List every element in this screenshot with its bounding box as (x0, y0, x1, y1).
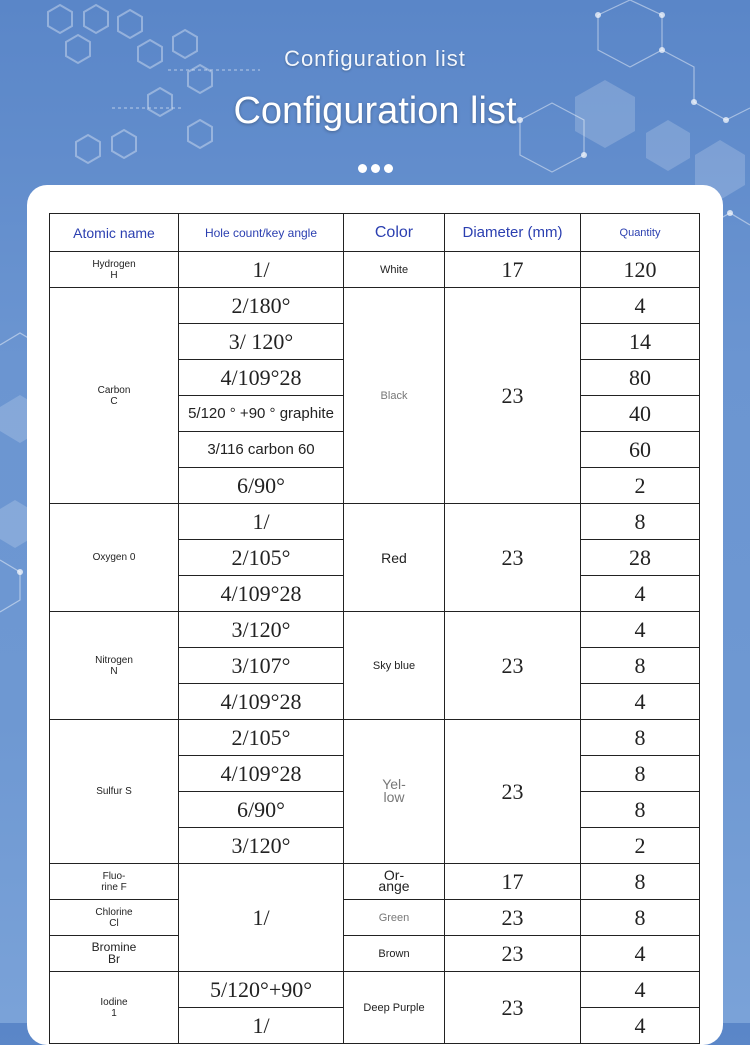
hole-angle-cell: 4/109°28 (179, 756, 344, 792)
carousel-dot[interactable] (371, 164, 380, 173)
table-row (50, 900, 700, 936)
hole-angle-cell: 4/109°28 (179, 576, 344, 612)
atomic-name: Hydrogen H (92, 258, 136, 281)
carousel-dot[interactable] (358, 164, 367, 173)
quantity-cell: 8 (581, 648, 700, 684)
table-row (50, 288, 700, 324)
color-cell: Brown (344, 936, 445, 972)
atomic-name: Iodine 1 (100, 996, 128, 1019)
column-header-hole-count: Hole count/key angle (179, 214, 344, 252)
table-header-row (50, 214, 700, 252)
hole-angle-cell: 3/120° (179, 828, 344, 864)
hole-angle-cell: 3/107° (179, 648, 344, 684)
quantity-cell: 28 (581, 540, 700, 576)
hole-angle-cell: 3/116 carbon 60 (179, 432, 344, 468)
color-cell: White (344, 252, 445, 288)
hole-angle-cell: 3/120° (179, 612, 344, 648)
quantity-cell: 8 (581, 756, 700, 792)
diameter-cell: 23 (445, 504, 581, 612)
diameter-cell: 23 (445, 288, 581, 504)
color-cell (344, 720, 445, 864)
atomic-name: Nitrogen N (95, 654, 133, 677)
hole-angle-cell: 2/105° (179, 720, 344, 756)
quantity-cell: 2 (581, 828, 700, 864)
quantity-cell: 4 (581, 288, 700, 324)
atomic-name-cell (50, 720, 179, 864)
atomic-name-cell (50, 504, 179, 612)
column-header-color: Color (344, 214, 445, 252)
quantity-cell: 80 (581, 360, 700, 396)
quantity-cell: 4 (581, 1008, 700, 1044)
page-title: Configuration list (233, 90, 517, 132)
atomic-name-cell (50, 288, 179, 504)
quantity-cell: 4 (581, 612, 700, 648)
quantity-cell: 4 (581, 936, 700, 972)
column-header-atomic-name: Atomic name (50, 214, 179, 252)
color-cell: Green (344, 900, 445, 936)
hole-angle-cell: 6/90° (179, 468, 344, 504)
quantity-cell: 4 (581, 972, 700, 1008)
atomic-name: Chlorine Cl (95, 906, 133, 929)
atomic-name-cell (50, 900, 179, 936)
atomic-name: Bromine Br (91, 939, 137, 966)
hole-angle-cell: 4/109°28 (179, 360, 344, 396)
diameter-cell: 17 (445, 252, 581, 288)
quantity-cell: 8 (581, 900, 700, 936)
atomic-name: Carbon C (97, 384, 131, 407)
diameter-cell: 17 (445, 864, 581, 900)
quantity-cell: 2 (581, 468, 700, 504)
atomic-name-cell (50, 936, 179, 972)
hole-angle-cell: 3/ 120° (179, 324, 344, 360)
hole-angle-cell: 6/90° (179, 792, 344, 828)
quantity-cell: 60 (581, 432, 700, 468)
table-row (50, 612, 700, 648)
atomic-name-cell (50, 972, 179, 1044)
configuration-table (49, 213, 700, 1044)
table-row (50, 972, 700, 1008)
color-cell: Sky blue (344, 612, 445, 720)
hole-angle-cell: 1/ (179, 1008, 344, 1044)
diameter-cell: 23 (445, 720, 581, 864)
hole-angle-cell: 5/120 ° +90 ° graphite (179, 396, 344, 432)
hole-angle-cell: 1/ (179, 252, 344, 288)
quantity-cell: 8 (581, 720, 700, 756)
column-header-diameter: Diameter (mm) (445, 214, 581, 252)
carousel-indicator (0, 160, 750, 178)
atomic-name: Fluo- rine F (101, 870, 127, 893)
atomic-name-cell (50, 252, 179, 288)
diameter-cell: 23 (445, 900, 581, 936)
diameter-cell: 23 (445, 972, 581, 1044)
hole-angle-cell: 2/180° (179, 288, 344, 324)
table-row (50, 864, 700, 900)
hole-angle-cell: 4/109°28 (179, 684, 344, 720)
hole-angle-cell: 2/105° (179, 540, 344, 576)
quantity-cell: 4 (581, 576, 700, 612)
color-cell: Deep Purple (344, 972, 445, 1044)
atomic-name: Oxygen 0 (92, 552, 136, 563)
diameter-cell: 23 (445, 936, 581, 972)
hole-angle-cell: 5/120°+90° (179, 972, 344, 1008)
page-subtitle: Configuration list (284, 46, 466, 71)
table-row (50, 504, 700, 540)
diameter-cell: 23 (445, 612, 581, 720)
color-label: Or- ange (378, 866, 410, 894)
hole-angle-cell: 1/ (179, 504, 344, 540)
table-row (50, 252, 700, 288)
quantity-cell: 120 (581, 252, 700, 288)
table-row (50, 720, 700, 756)
page-header (0, 0, 750, 190)
quantity-cell: 8 (581, 504, 700, 540)
quantity-cell: 8 (581, 792, 700, 828)
quantity-cell: 14 (581, 324, 700, 360)
carousel-dot[interactable] (384, 164, 393, 173)
atomic-name: Sulfur S (96, 786, 132, 797)
atomic-name-cell (50, 864, 179, 900)
column-header-quantity: Quantity (581, 214, 700, 252)
quantity-cell: 40 (581, 396, 700, 432)
quantity-cell: 4 (581, 684, 700, 720)
color-cell: Red (344, 504, 445, 612)
color-cell (344, 864, 445, 900)
atomic-name-cell (50, 612, 179, 720)
quantity-cell: 8 (581, 864, 700, 900)
color-label: Yel- low (382, 776, 406, 805)
table-row (50, 936, 700, 972)
color-cell: Black (344, 288, 445, 504)
hole-angle-cell: 1/ (179, 864, 344, 972)
